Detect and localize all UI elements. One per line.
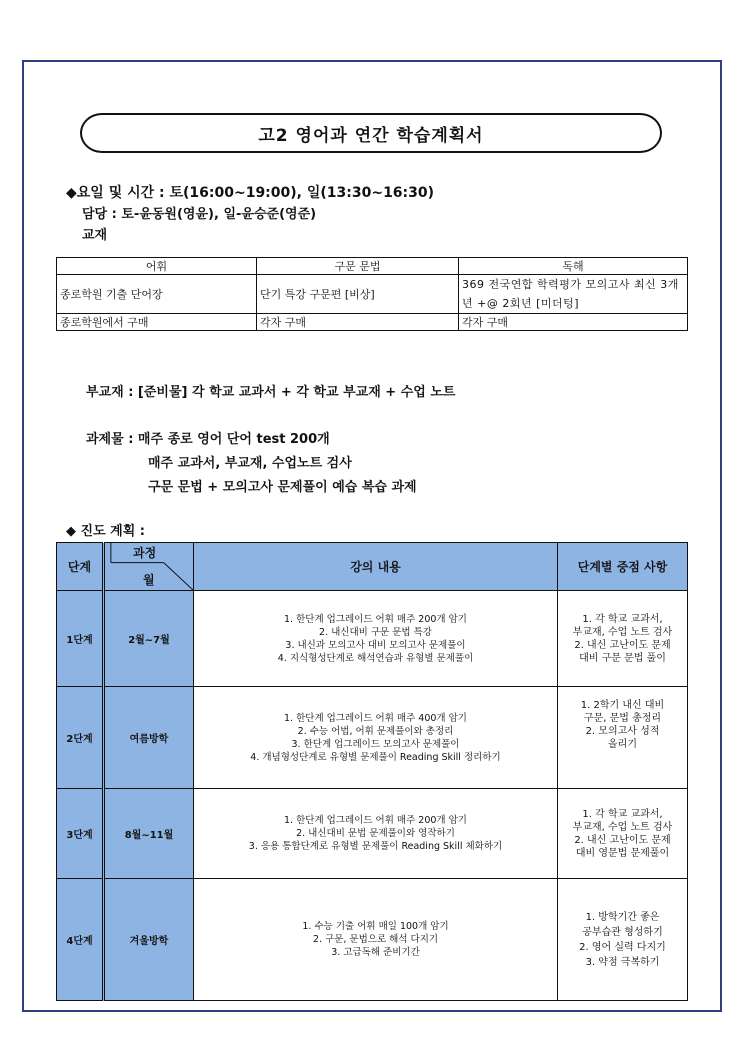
plan-focus (558, 687, 688, 789)
plan-content-line: 2. 구문, 문법으로 해석 다지기 (312, 934, 439, 945)
textbook-header-vocab: 어휘 (57, 258, 257, 275)
plan-focus-line: 2. 내신 고난이도 문제 (574, 639, 671, 651)
plan-focus-line: 대비 구문 문법 풀이 (579, 652, 666, 664)
plan-content-line: 1. 한단계 업그레이드 어휘 매주 200개 암기 (284, 815, 467, 826)
teacher-text: 담당 : 토-윤동원(영윤), 일-윤승준(영준) (82, 207, 317, 222)
plan-row (57, 789, 688, 879)
plan-header-course-month (104, 543, 194, 591)
plan-focus-line: 2. 내신 고난이도 문제 (574, 834, 671, 846)
plan-focus-line: 1. 각 학교 교과서, (582, 613, 663, 625)
plan-header-course: 과정 (133, 546, 157, 560)
plan-focus-line: 부교재, 수업 노트 검사 (572, 626, 673, 638)
plan-focus (558, 591, 688, 687)
plan-period: 2월~7월 (104, 591, 194, 687)
plan-row (57, 687, 688, 789)
plan-focus-line: 1. 2학기 내신 대비 (580, 700, 665, 711)
schedule-text: ◆요일 및 시간 : 토(16:00~19:00), 일(13:30~16:30) (66, 185, 435, 201)
plan-header-row (57, 543, 688, 591)
plan-content-line: 4. 지식형성단계로 해석연습과 유형별 문제풀이 (277, 652, 474, 664)
plan-stage: 3단계 (57, 789, 104, 879)
plan-header-content: 강의 내용 (194, 543, 558, 591)
homework-line: 구문 문법 + 모의고사 문제풀이 예습 복습 과제 (148, 480, 417, 495)
plan-header-month: 월 (143, 573, 155, 587)
plan-focus-line: 공부습관 형성하기 (582, 926, 663, 938)
plan-content-line: 1. 한단계 업그레이드 어휘 매주 400개 암기 (284, 712, 467, 724)
plan-focus-line: 구문, 문법 총정리 (583, 713, 662, 724)
plan-focus-line: 올리기 (608, 739, 637, 750)
plan-focus-line: 대비 영문법 문제풀이 (575, 847, 670, 859)
plan-focus-line: 3. 약점 극복하기 (585, 956, 660, 968)
course-info (66, 183, 434, 246)
plan-content (194, 879, 558, 1001)
plan-header-stage: 단계 (57, 543, 104, 591)
homework-section (86, 428, 417, 500)
plan-content (194, 591, 558, 687)
plan-heading: ◆ 진도 계획 : (66, 524, 146, 539)
plan-content-line: 2. 내신대비 구문 문법 특강 (319, 626, 432, 638)
homework-line: 매주 교과서, 부교재, 수업노트 검사 (148, 456, 352, 471)
plan-period: 겨울방학 (104, 879, 194, 1001)
plan-row (57, 879, 688, 1001)
plan-content-line: 1. 한단계 업그레이드 어휘 매주 200개 암기 (284, 613, 467, 625)
plan-stage: 2단계 (57, 687, 104, 789)
textbook-cell: 종로학원 기출 단어장 (57, 275, 257, 314)
plan-content-line: 3. 고급독해 준비기간 (331, 947, 420, 958)
plan-content-line: 4. 개념형성단계로 유형별 문제풀이 Reading Skill 정리하기 (250, 751, 501, 763)
textbook-row (57, 314, 688, 331)
textbook-table (56, 257, 688, 331)
textbook-header-reading: 독해 (459, 258, 688, 275)
plan-content-line: 2. 수능 어법, 어휘 문제풀이와 총정리 (297, 725, 454, 737)
plan-row (57, 591, 688, 687)
page-title-text: 고2 영어과 연간 학습계획서 (258, 125, 484, 146)
plan-header-focus: 단계별 중점 사항 (558, 543, 688, 591)
progress-plan-table (56, 542, 688, 1001)
plan-focus-line: 2. 영어 실력 다지기 (579, 941, 666, 953)
plan-stage: 1단계 (57, 591, 104, 687)
textbook-cell: 각자 구매 (459, 314, 688, 331)
textbook-header-row (57, 258, 688, 275)
homework-line: 과제물 : 매주 종로 영어 단어 test 200개 (86, 432, 330, 447)
plan-period: 여름방학 (104, 687, 194, 789)
plan-focus-line: 1. 각 학교 교과서, (582, 808, 663, 820)
textbook-row (57, 275, 688, 314)
plan-content (194, 687, 558, 789)
plan-focus (558, 879, 688, 1001)
plan-content (194, 789, 558, 879)
textbook-label: 교재 (82, 228, 108, 243)
textbook-header-grammar: 구문 문법 (257, 258, 459, 275)
plan-focus (558, 789, 688, 879)
textbook-cell: 종로학원에서 구매 (57, 314, 257, 331)
plan-content-line: 3. 내신과 모의고사 대비 모의고사 문제풀이 (285, 639, 466, 651)
plan-focus-line: 부교재, 수업 노트 검사 (572, 821, 673, 833)
textbook-cell: 단기 특강 구문편 [비상] (257, 275, 459, 314)
page-title (80, 113, 662, 153)
plan-focus-line: 2. 모의고사 성적 (585, 726, 660, 737)
plan-focus-line: 1. 방학기간 좋은 (585, 911, 660, 923)
plan-stage: 4단계 (57, 879, 104, 1001)
plan-content-line: 1. 수능 기출 어휘 매일 100개 암기 (302, 921, 449, 932)
plan-content-line: 3. 한단계 업그레이드 모의고사 문제풀이 (291, 738, 460, 750)
plan-content-line: 2. 내신대비 문법 문제풀이와 영작하기 (296, 828, 455, 839)
plan-content-line: 3. 응용 통합단계로 유형별 문제풀이 Reading Skill 체화하기 (248, 841, 503, 852)
plan-period: 8월~11월 (104, 789, 194, 879)
textbook-cell: 각자 구매 (257, 314, 459, 331)
textbook-cell: 369 전국연합 학력평가 모의고사 최신 3개년 +@ 2회년 [미더텅] (459, 275, 688, 314)
sub-materials-text: 부교재 : [준비물] 각 학교 교과서 + 각 학교 부교재 + 수업 노트 (86, 385, 456, 400)
